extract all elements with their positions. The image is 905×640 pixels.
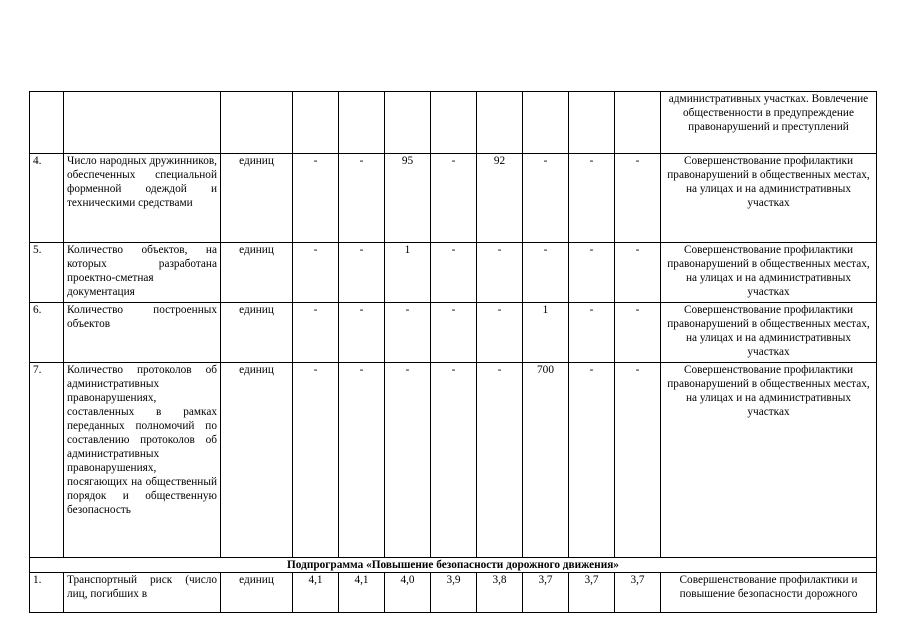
indicator-value: - — [431, 243, 477, 303]
indicator-name: Количество построенных объектов — [64, 303, 221, 363]
indicator-value: - — [569, 363, 615, 558]
table-row — [30, 92, 877, 154]
expected-result: Совершенствование профилактики правонарушений в общественных местах, на улицах и на административных участках — [661, 363, 877, 558]
indicator-value: - — [339, 303, 385, 363]
indicator-value — [339, 92, 385, 154]
indicator-value: 3,7 — [569, 573, 615, 613]
indicator-value: - — [477, 303, 523, 363]
indicator-name: Число народных дружинников, обеспеченных специальной форменной одеждой и техническими средствами — [64, 154, 221, 243]
indicator-value: - — [339, 243, 385, 303]
indicator-value — [523, 92, 569, 154]
indicator-value: 700 — [523, 363, 569, 558]
unit-of-measure: единиц — [221, 154, 293, 243]
indicator-value: - — [293, 363, 339, 558]
subprogram-title: Подпрограмма «Повышение безопасности дорожного движения» — [30, 558, 877, 573]
table-row — [30, 243, 877, 303]
indicator-value: - — [569, 154, 615, 243]
indicator-value: - — [293, 303, 339, 363]
indicator-value: - — [615, 154, 661, 243]
indicator-value: - — [615, 243, 661, 303]
indicator-value: 92 — [477, 154, 523, 243]
row-number — [30, 92, 64, 154]
indicator-name — [64, 92, 221, 154]
table-row — [30, 573, 877, 613]
row-number: 6. — [30, 303, 64, 363]
indicator-name: Количество протоколов об административных правонарушениях, составленных в рамках переданных полномочий по составлению протоколов об административных правонарушениях, посягающих на общественный порядок и общественную безопасность — [64, 363, 221, 558]
indicator-value — [569, 92, 615, 154]
indicator-value: - — [385, 363, 431, 558]
subprogram-header-row — [30, 558, 877, 573]
expected-result: административных участках. Вовлечение общественности в предупреждение правонарушений и преступлений — [661, 92, 877, 154]
unit-of-measure: единиц — [221, 243, 293, 303]
indicator-value: - — [293, 243, 339, 303]
indicator-value: - — [431, 363, 477, 558]
indicator-value: 95 — [385, 154, 431, 243]
indicator-value: - — [477, 243, 523, 303]
indicator-value: - — [339, 154, 385, 243]
table-row — [30, 154, 877, 243]
row-number: 5. — [30, 243, 64, 303]
row-number: 7. — [30, 363, 64, 558]
indicator-value: 3,8 — [477, 573, 523, 613]
indicator-value: - — [615, 303, 661, 363]
indicator-value: 1 — [523, 303, 569, 363]
indicator-value: - — [569, 243, 615, 303]
indicator-name: Транспортный риск (число лиц, погибших в — [64, 573, 221, 613]
indicator-value: 4,1 — [339, 573, 385, 613]
expected-result: Совершенствование профилактики правонарушений в общественных местах, на улицах и на административных участках — [661, 303, 877, 363]
indicator-value: - — [615, 363, 661, 558]
table-row — [30, 363, 877, 558]
indicator-value: - — [477, 363, 523, 558]
row-number: 1. — [30, 573, 64, 613]
row-number: 4. — [30, 154, 64, 243]
indicator-value: - — [339, 363, 385, 558]
indicator-value — [477, 92, 523, 154]
indicator-value — [293, 92, 339, 154]
unit-of-measure: единиц — [221, 573, 293, 613]
indicator-value: - — [385, 303, 431, 363]
indicator-value: - — [523, 243, 569, 303]
table-row — [30, 303, 877, 363]
indicator-value — [615, 92, 661, 154]
indicator-name: Количество объектов, на которых разработана проектно-сметная документация — [64, 243, 221, 303]
indicator-value — [385, 92, 431, 154]
indicator-value: - — [293, 154, 339, 243]
indicators-table — [29, 91, 877, 613]
indicator-value: 3,7 — [523, 573, 569, 613]
indicator-value — [431, 92, 477, 154]
indicator-value: - — [569, 303, 615, 363]
indicator-value: - — [431, 303, 477, 363]
expected-result: Совершенствование профилактики и повышение безопасности дорожного — [661, 573, 877, 613]
unit-of-measure: единиц — [221, 303, 293, 363]
indicator-value: - — [431, 154, 477, 243]
indicator-value: 4,0 — [385, 573, 431, 613]
indicator-value: 3,9 — [431, 573, 477, 613]
indicator-value: 4,1 — [293, 573, 339, 613]
expected-result: Совершенствование профилактики правонарушений в общественных местах, на улицах и на административных участках — [661, 154, 877, 243]
unit-of-measure — [221, 92, 293, 154]
table-body — [30, 92, 877, 613]
indicator-value: - — [523, 154, 569, 243]
indicator-value: 3,7 — [615, 573, 661, 613]
indicator-value: 1 — [385, 243, 431, 303]
unit-of-measure: единиц — [221, 363, 293, 558]
expected-result: Совершенствование профилактики правонарушений в общественных местах, на улицах и на административных участках — [661, 243, 877, 303]
